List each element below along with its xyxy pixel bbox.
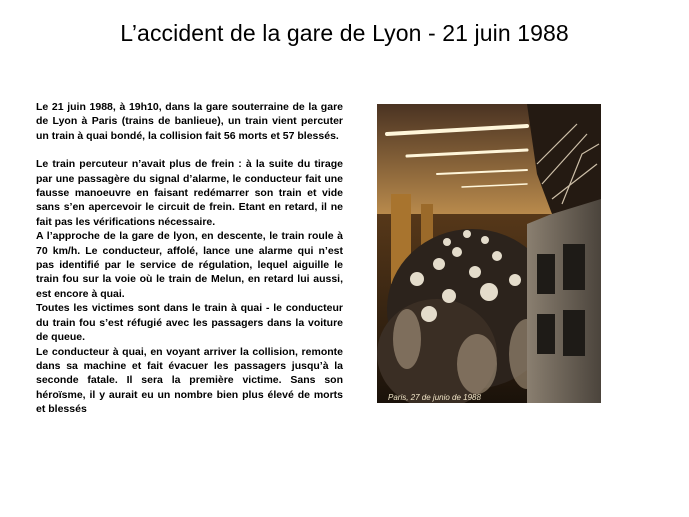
paragraph-victims: Toutes les victimes sont dans le train à quai - le conducteur du train fou s’est réfugié avec les passagers dans la voiture de queue. [36, 302, 343, 344]
article-text [36, 100, 343, 417]
rescue-scene-illustration [377, 104, 601, 403]
accident-photo [377, 104, 601, 403]
paragraph-approach: A l’approche de la gare de lyon, en descente, le train roule à 70 km/h. Le conducteur, affolé, lance une alarme qui n’est pas identifié par le service de régulation, lequel aiguille le train fou sur la voie où le train de Melun, en retard lui aussi, est encore à quai. [36, 230, 343, 300]
paragraph-intro: Le 21 juin 1988, à 19h10, dans la gare souterraine de la gare de Lyon à Paris (trains de banlieue), un train vient percuter un train à quai bondé, la collision fait 56 morts et 57 blessés. [36, 101, 343, 142]
paragraph-cause: Le train percuteur n’avait plus de frein : à la suite du tirage par une passagère du signal d’alarme, le conducteur fait une fausse manoeuvre en faisant redémarrer son train et vide sans s’en apercevoir le circuit de frein. Etant en retard, il ne fait pas les vérifications nécessaire. [36, 158, 343, 228]
slide-title: L’accident de la gare de Lyon - 21 juin 1988 [120, 20, 569, 46]
paragraph-hero: Le conducteur à quai, en voyant arriver la collision, remonte dans sa machine et fait évacuer les passagers jusqu’à la seconde fatale. Il sera la première victime. Sans son héroïsme, il y aurait eu un nombre bien plus élevé de morts et blessés [36, 345, 343, 416]
photo-caption: Paris, 27 de junio de 1988 [388, 393, 481, 402]
